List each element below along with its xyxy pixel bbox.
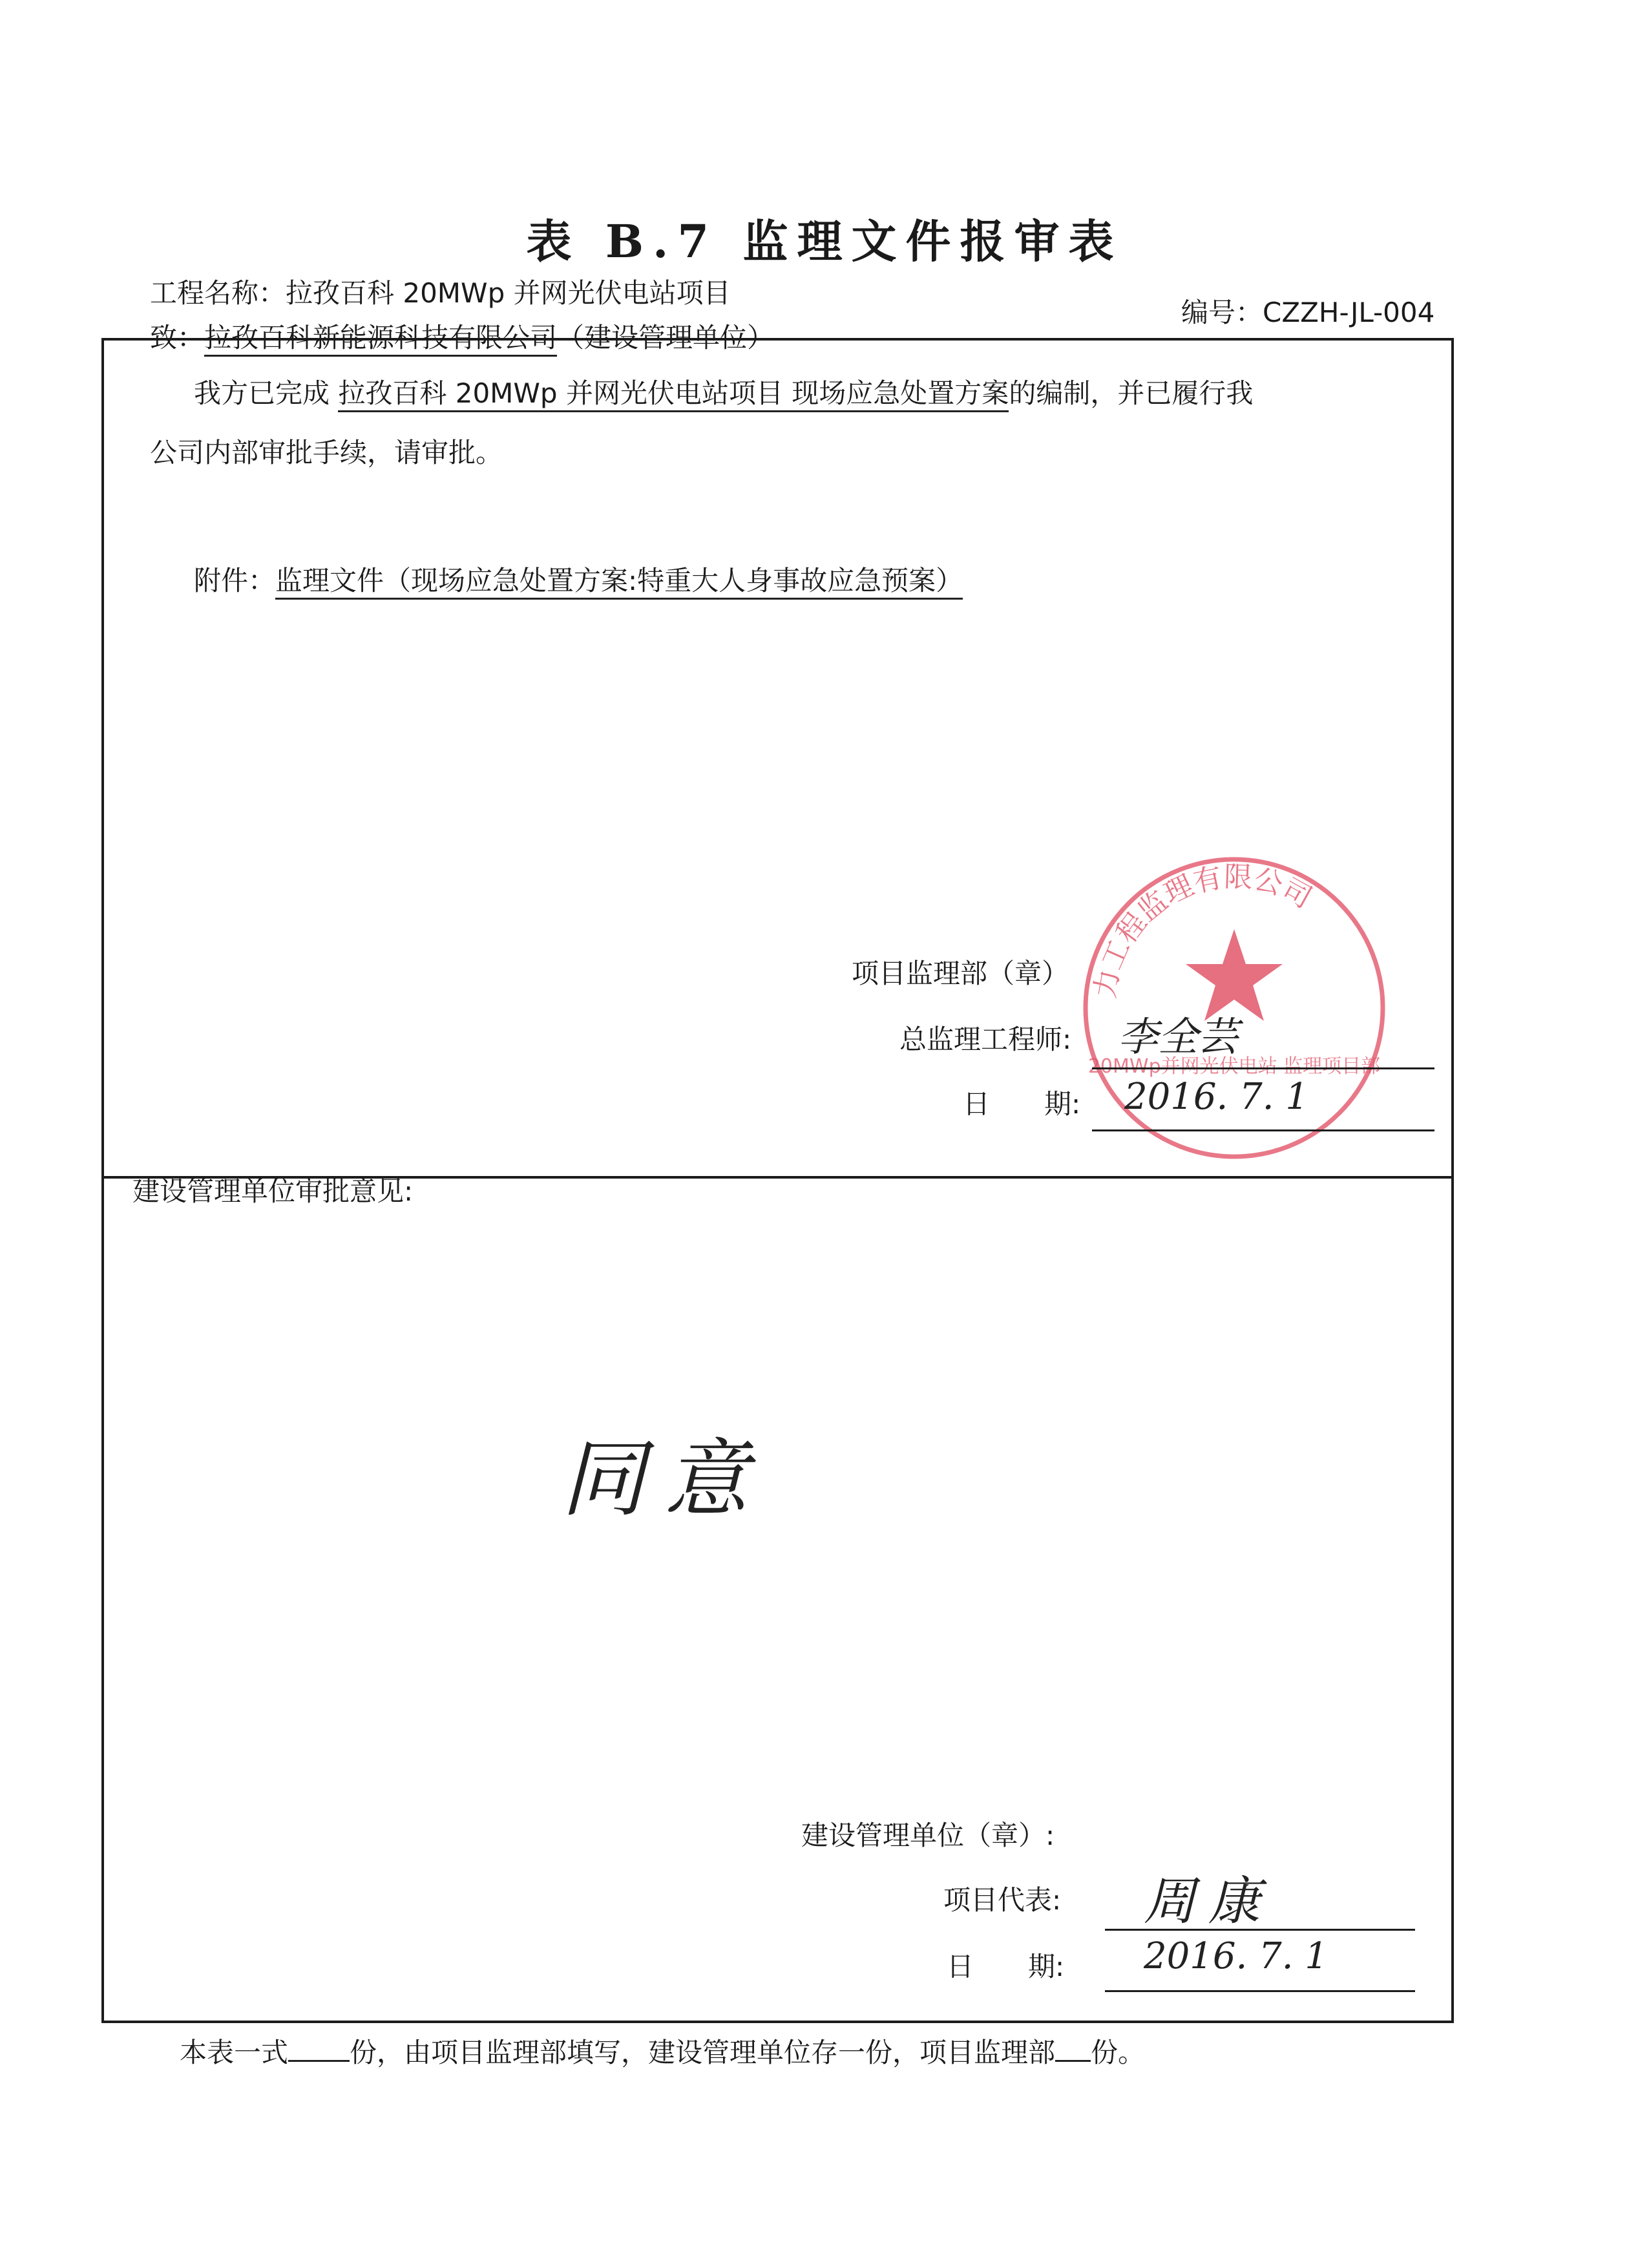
engineer-label: 总监理工程师:	[899, 1024, 1072, 1055]
body-line-2: 公司内部审批手续，请审批。	[150, 437, 503, 468]
addressee-row	[150, 319, 774, 357]
dept-label: 项目监理部（章）	[852, 958, 1069, 989]
lower-date-value: 2016. 7. 1	[1144, 1935, 1328, 1977]
code-label: 编号：	[1181, 297, 1263, 328]
to-role: （建设管理单位）	[557, 322, 775, 353]
attachment-label: 附件：	[194, 565, 276, 596]
footer-note-a: 本表一式	[180, 2037, 289, 2068]
approval-handwriting: 同意	[561, 1430, 768, 1528]
lower-date-label: 日 期:	[947, 1951, 1065, 1982]
project-label: 工程名称：	[150, 277, 286, 309]
footer-note	[180, 2034, 1145, 2072]
seal-inner-text: 20MWp并网光伏电站 监理项目部	[1087, 1055, 1381, 1078]
body-document: 拉孜百科 20MWp 并网光伏电站项目 现场应急处置方案	[338, 377, 1009, 412]
upper-date-value: 2016. 7. 1	[1124, 1076, 1308, 1118]
footer-note-c: 份。	[1091, 2037, 1146, 2068]
upper-date-label: 日 期:	[963, 1088, 1081, 1120]
engineer-line	[1092, 1067, 1434, 1069]
body-suffix: 的编制，并已履行我	[1009, 377, 1254, 409]
footer-note-b: 份，由项目监理部填写，建设管理单位存一份，项目监理部	[350, 2037, 1056, 2068]
engineer-signature: 李全芸	[1118, 1013, 1239, 1060]
to-company: 拉孜百科新能源科技有限公司	[204, 322, 557, 357]
body-line-1	[194, 375, 1253, 413]
rep-signature: 周康	[1144, 1871, 1273, 1931]
upper-date-line	[1092, 1129, 1434, 1131]
to-label: 致：	[150, 322, 205, 353]
body-prefix: 我方已完成	[194, 377, 330, 409]
document-code	[1181, 294, 1434, 332]
attachment-row	[194, 562, 963, 600]
attachment-value: 监理文件（现场应急处置方案:特重大人身事故应急预案）	[275, 565, 963, 600]
code-value: CZZH-JL-004	[1263, 297, 1435, 328]
copies-blank	[288, 2041, 350, 2062]
opinion-label: 建设管理单位审批意见:	[132, 1175, 414, 1207]
lower-date-line	[1105, 1990, 1415, 1992]
project-name-row	[150, 275, 731, 313]
rep-label: 项目代表:	[943, 1884, 1062, 1916]
project-name: 拉孜百科 20MWp 并网光伏电站项目	[286, 277, 731, 309]
seal-text: 力工程监理有限公司	[1088, 860, 1318, 1001]
dept-copies-blank	[1055, 2041, 1091, 2062]
document-title: 表 B.7 监理文件报审表	[526, 215, 1123, 268]
svg-text:力工程监理有限公司	[1089, 861, 1318, 1001]
unit-seal-label: 建设管理单位（章）:	[801, 1820, 1055, 1851]
